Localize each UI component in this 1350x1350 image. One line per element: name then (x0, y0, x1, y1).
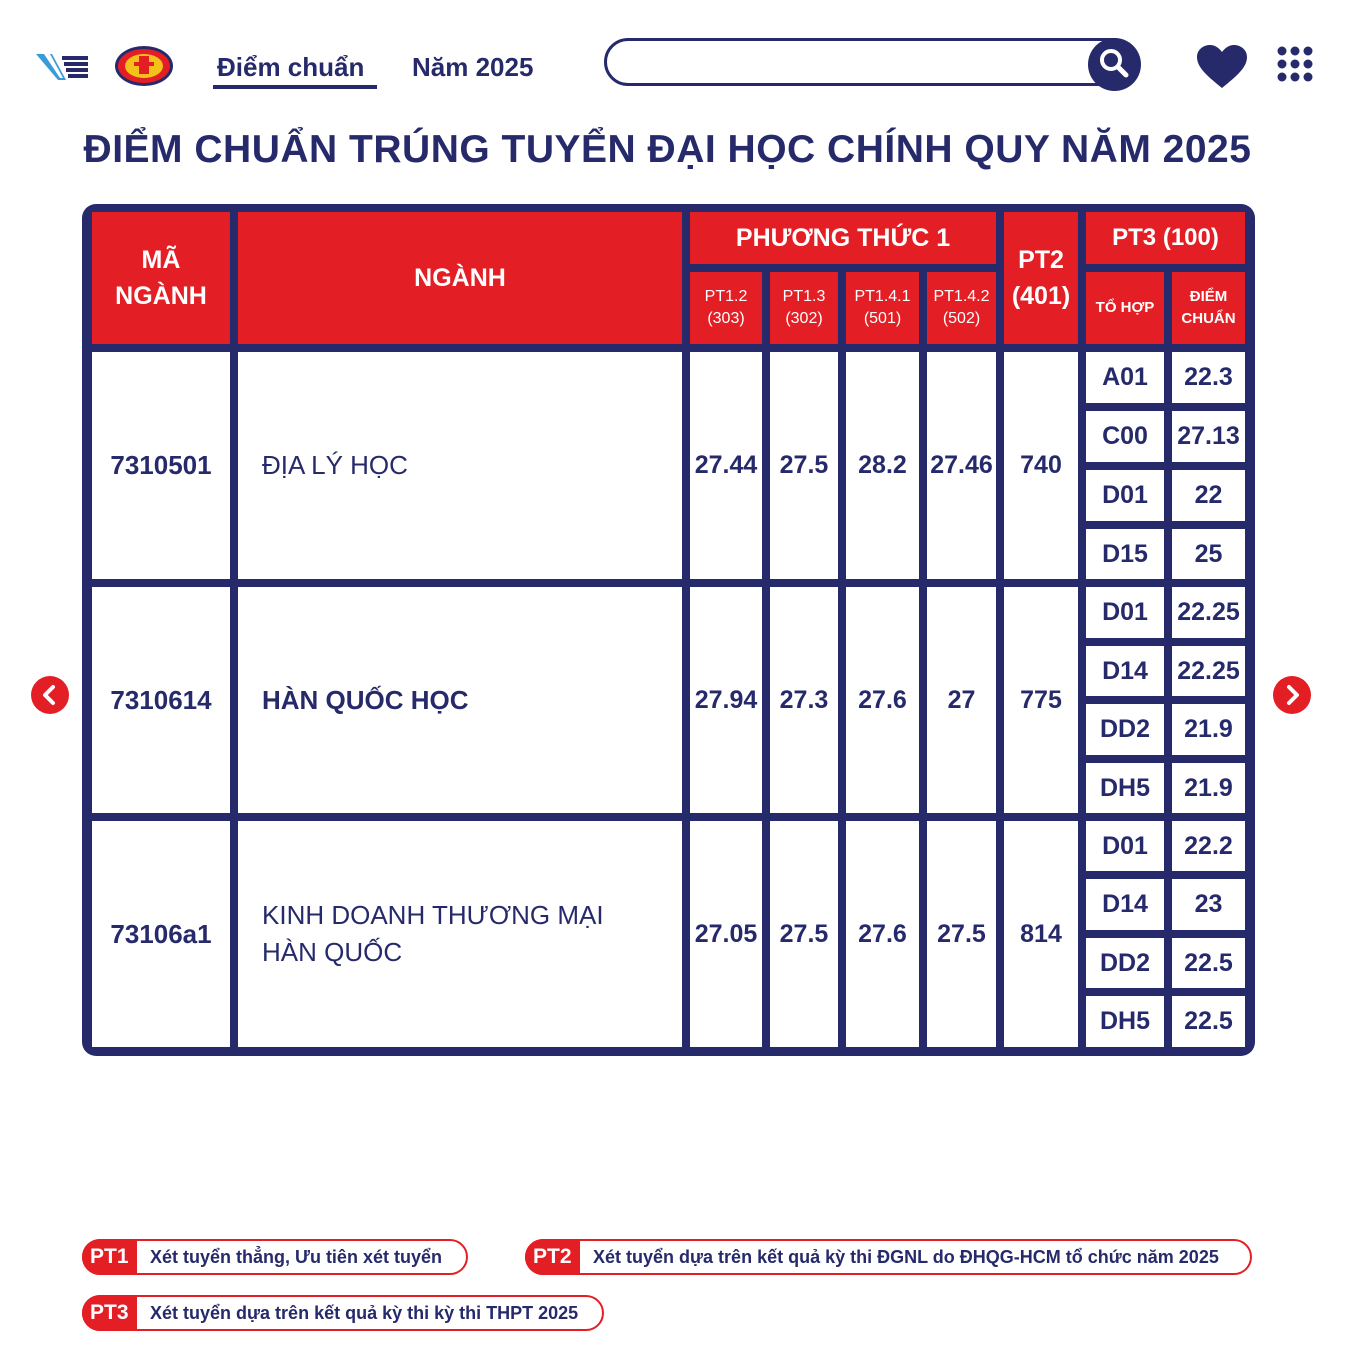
legend-pt1-tag: PT1 (82, 1239, 137, 1275)
row2-pt1-3: 27.3 (770, 587, 838, 813)
header-to-hop: TỔ HỢP (1086, 272, 1164, 344)
header-pt3: PT3 (100) (1086, 212, 1245, 264)
row1-pt2: 740 (1004, 352, 1078, 579)
ministry-logo-icon (36, 50, 90, 84)
row1-score-4: 25 (1172, 529, 1245, 579)
row1-major (238, 352, 682, 579)
header-pt1-2 (690, 272, 762, 344)
nav-diem-chuan-link[interactable]: Điểm chuẩn (217, 52, 365, 82)
row1-score-1: 22.3 (1172, 352, 1245, 403)
header-pt1-3-code: (302) (785, 310, 823, 327)
header-pt2-code: (401) (1011, 282, 1071, 310)
legend-pt3 (82, 1295, 604, 1331)
header-pt1-4-1 (846, 272, 919, 344)
header-pt2-name: PT2 (1018, 246, 1064, 274)
row1-pt1-4-1: 28.2 (846, 352, 919, 579)
row1-score-3: 22 (1172, 470, 1245, 521)
header-nganh: NGÀNH (238, 212, 682, 344)
row3-score-4: 22.5 (1172, 996, 1245, 1047)
header-diem-line2: CHUẨN (1181, 310, 1236, 327)
row1-combo-2: C00 (1086, 411, 1164, 462)
prev-page-button[interactable] (31, 676, 69, 714)
row3-combo-3: DD2 (1086, 938, 1164, 988)
header-diem-line1: ĐIỂM (1189, 288, 1228, 305)
header-pt2 (1004, 212, 1078, 344)
row1-combo-3: D01 (1086, 470, 1164, 521)
page-title: ĐIỂM CHUẨN TRÚNG TUYỂN ĐẠI HỌC CHÍNH QUY NĂM 2025 (83, 128, 1252, 171)
row3-pt1-4-1: 27.6 (846, 821, 919, 1047)
row3-combo-2: D14 (1086, 879, 1164, 930)
header-ma-nganh-line2: NGÀNH (115, 282, 207, 310)
search-input[interactable] (629, 47, 1073, 81)
header-ma-nganh-line1: MÃ (141, 246, 181, 274)
row2-pt1-4-1: 27.6 (846, 587, 919, 813)
header-ma-nganh (92, 212, 230, 344)
row2-code: 7310614 (92, 587, 230, 813)
row2-major (238, 587, 682, 813)
row1-combo-1: A01 (1086, 352, 1164, 403)
university-emblem-icon (114, 44, 174, 88)
legend-pt2 (525, 1239, 1252, 1275)
row2-major-line1: HÀN QUỐC HỌC (262, 684, 469, 715)
app-grid-icon[interactable] (1277, 46, 1313, 82)
legend-pt3-desc: Xét tuyển dựa trên kết quả kỳ thi kỳ thi THPT 2025 (150, 1303, 579, 1323)
row2-combo-1: D01 (1086, 587, 1164, 638)
row1-score-2: 27.13 (1172, 411, 1245, 462)
header-pt1-4-1-name: PT1.4.1 (854, 288, 911, 305)
row2-score-3: 21.9 (1172, 704, 1245, 755)
next-page-button[interactable] (1273, 676, 1311, 714)
row3-score-2: 23 (1172, 879, 1245, 930)
header-pt1-4-2-code: (502) (942, 310, 981, 327)
row2-pt1-2: 27.94 (690, 587, 762, 813)
row2-score-1: 22.25 (1172, 587, 1245, 638)
row1-pt1-2: 27.44 (690, 352, 762, 579)
header-pt1-4-1-code: (501) (863, 310, 902, 327)
header-phuong-thuc-1: PHƯƠNG THỨC 1 (690, 212, 996, 264)
row1-combo-4: D15 (1086, 529, 1164, 579)
header-pt1-2-name: PT1.2 (704, 288, 748, 305)
row1-code: 7310501 (92, 352, 230, 579)
row3-score-1: 22.2 (1172, 821, 1245, 871)
header-pt1-2-code: (303) (707, 310, 745, 327)
row3-combo-4: DH5 (1086, 996, 1164, 1047)
row2-combo-4: DH5 (1086, 763, 1164, 813)
row3-combo-1: D01 (1086, 821, 1164, 871)
row3-pt2: 814 (1004, 821, 1078, 1047)
row2-pt1-4-2: 27 (927, 587, 996, 813)
search-box (604, 38, 1138, 86)
legend-pt3-tag: PT3 (82, 1295, 137, 1331)
row3-major (238, 821, 682, 1047)
row2-score-4: 21.9 (1172, 763, 1245, 813)
header-pt1-4-2 (927, 272, 996, 344)
row3-code: 73106a1 (92, 821, 230, 1047)
row2-pt2: 775 (1004, 587, 1078, 813)
row3-pt1-4-2: 27.5 (927, 821, 996, 1047)
row3-major-line1: KINH DOANH THƯƠNG MẠI (262, 900, 604, 930)
row2-combo-2: D14 (1086, 646, 1164, 696)
row2-score-2: 22.25 (1172, 646, 1245, 696)
row3-pt1-2: 27.05 (690, 821, 762, 1047)
row3-major-line2: HÀN QUỐC (262, 937, 403, 967)
row2-combo-3: DD2 (1086, 704, 1164, 755)
nav-year-link[interactable]: Năm 2025 (412, 52, 534, 82)
legend-pt2-desc: Xét tuyển dựa trên kết quả kỳ thi ĐGNL do ĐHQG-HCM tổ chức năm 2025 (593, 1247, 1219, 1267)
search-button[interactable] (1088, 38, 1141, 91)
active-nav-underline (213, 85, 377, 89)
row1-pt1-4-2: 27.46 (927, 352, 996, 579)
header-pt1-4-2-name: PT1.4.2 (933, 288, 990, 305)
legend-pt2-tag: PT2 (525, 1239, 580, 1275)
row3-score-3: 22.5 (1172, 938, 1245, 988)
chevron-left-icon (31, 676, 69, 714)
legend-pt1 (82, 1239, 468, 1275)
row3-pt1-3: 27.5 (770, 821, 838, 1047)
search-icon (1088, 38, 1141, 91)
heart-icon[interactable] (1196, 44, 1248, 90)
header-pt1-3-name: PT1.3 (782, 288, 826, 305)
chevron-right-icon (1273, 676, 1311, 714)
legend-pt1-desc: Xét tuyển thẳng, Ưu tiên xét tuyển (150, 1247, 442, 1267)
row1-major-line1: ĐỊA LÝ HỌC (262, 450, 408, 480)
header-pt1-3 (770, 272, 838, 344)
row1-pt1-3: 27.5 (770, 352, 838, 579)
header-diem-chuan (1172, 272, 1245, 344)
